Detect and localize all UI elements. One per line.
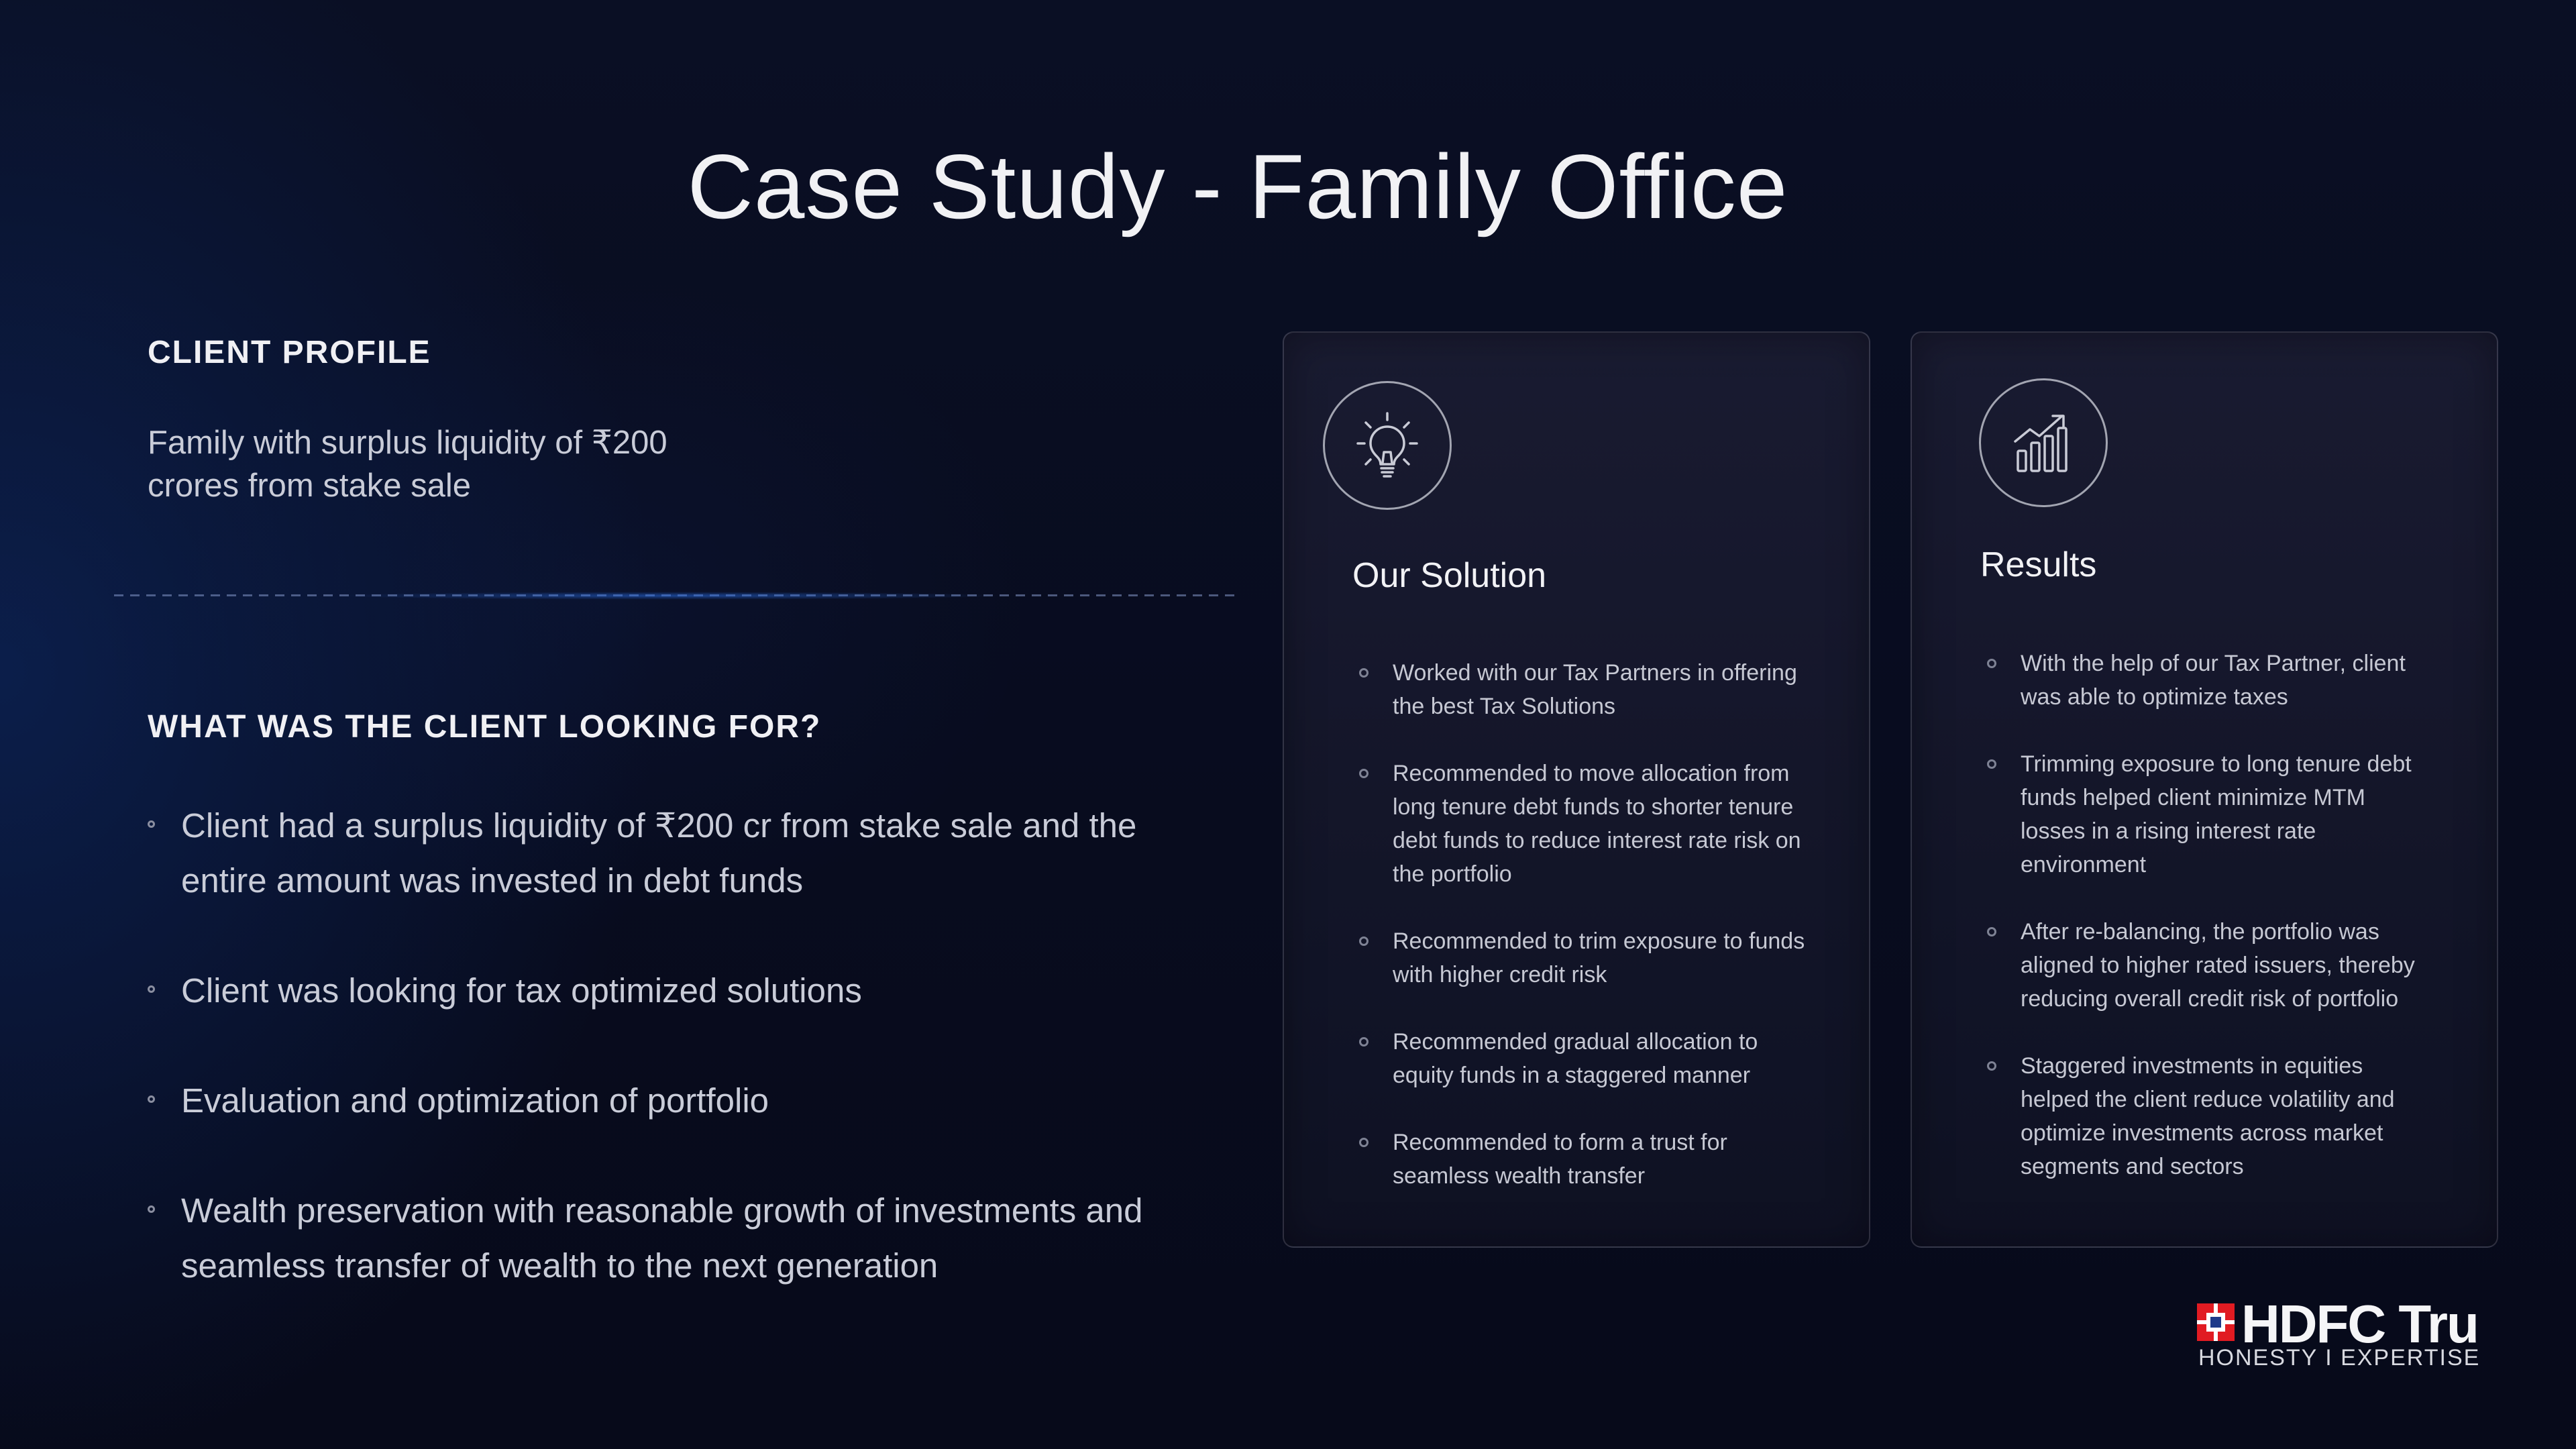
slide-title: Case Study - Family Office (687, 136, 1788, 237)
list-item: After re-balancing, the portfolio was aligned to higher rated issuers, thereby reducing overall credit risk of portfolio (1984, 915, 2434, 1016)
growth-chart-icon (1979, 378, 2108, 507)
list-item: Recommended gradual allocation to equity funds in a staggered manner (1356, 1025, 1806, 1092)
list-item: Client was looking for tax optimized solutions (148, 963, 1194, 1018)
list-item: Wealth preservation with reasonable growth of investments and seamless transfer of wealth to the next generation (148, 1183, 1194, 1293)
list-item: Recommended to trim exposure to funds with higher credit risk (1356, 924, 1806, 991)
list-item: Recommended to move allocation from long tenure debt funds to shorter tenure debt funds to reduce interest rate risk on the portfolio (1356, 757, 1806, 891)
list-item: Worked with our Tax Partners in offering the best Tax Solutions (1356, 656, 1806, 723)
results-card (1911, 331, 2498, 1248)
list-item: With the help of our Tax Partner, client was able to optimize taxes (1984, 647, 2434, 714)
solution-card-title: Our Solution (1352, 556, 1547, 595)
brand-tagline: HONESTY I EXPERTISE (2198, 1345, 2481, 1371)
list-item: Trimming exposure to long tenure debt funds helped client minimize MTM losses in a rising interest rate environment (1984, 747, 2434, 881)
section-divider-glow (335, 592, 1006, 600)
client-profile-text: Family with surplus liquidity of ₹200 crores from stake sale (148, 425, 667, 504)
list-item: Evaluation and optimization of portfolio (148, 1073, 1194, 1128)
brand-logo (2197, 1294, 2481, 1372)
solution-card (1283, 331, 1870, 1248)
list-item: Client had a surplus liquidity of ₹200 cr from stake sale and the entire amount was invested in debt funds (148, 798, 1194, 908)
lightbulb-icon (1323, 381, 1452, 510)
brand-name: HDFC Tru (2241, 1294, 2478, 1354)
hdfc-logo-icon (2197, 1303, 2235, 1341)
client-needs-list (148, 798, 1194, 1348)
results-card-title: Results (1980, 545, 2097, 584)
list-item: Staggered investments in equities helped the client reduce volatility and optimize investments across market segments and sectors (1984, 1049, 2434, 1183)
client-needs-heading: WHAT WAS THE CLIENT LOOKING FOR? (148, 709, 822, 745)
solution-list (1356, 656, 1806, 1226)
list-item: Recommended to form a trust for seamless wealth transfer (1356, 1126, 1806, 1193)
client-profile-heading: CLIENT PROFILE (148, 335, 431, 370)
results-list (1984, 647, 2434, 1217)
